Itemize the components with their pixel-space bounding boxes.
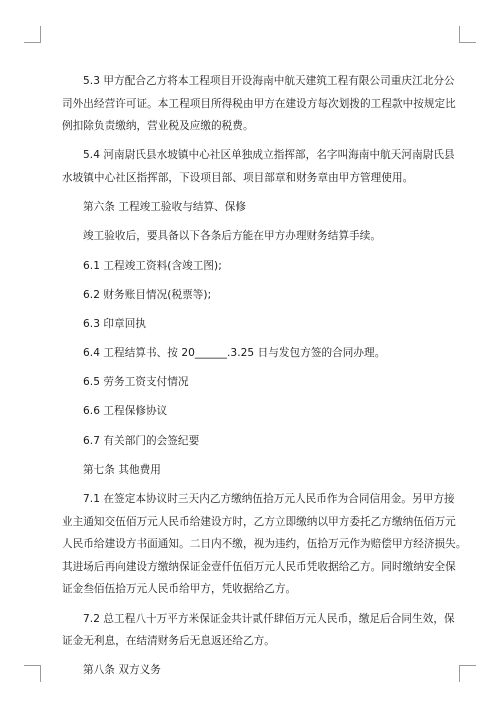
clause-7-1-line-5: 证金叁佰伍拾万元人民币给甲方，凭收据给乙方。 — [62, 583, 297, 596]
crop-mark-top-right — [459, 26, 476, 43]
clause-7-2-line-2: 证金无利息，在结清财务后无息返还给乙方。 — [62, 635, 275, 648]
clause-5-4-line-1: 5.4 河南尉氏县水坡镇中心社区单独成立指挥部，名字叫海南中航天河南尉氏县 — [83, 149, 455, 162]
clause-6-1: 6.1 工程竣工资料(含竣工图); — [83, 259, 222, 272]
clause-7-1-line-1: 7.1 在签定本协议时三天内乙方缴纳伍拾万元人民币作为合同信用金。另甲方接 — [83, 493, 455, 506]
article-6-intro: 竣工验收后，要具备以下各条后方能在甲方办理财务结算手续。 — [83, 230, 382, 243]
clause-7-1-line-3: 人民币给建设方书面通知。二日内不缴，视为违约，伍拾万元作为赔偿甲方经济损失。 — [62, 538, 467, 551]
crop-mark-bottom-left — [24, 665, 41, 682]
clause-6-7: 6.7 有关部门的会签纪要 — [83, 434, 200, 447]
clause-6-3: 6.3 印章回执 — [83, 317, 146, 330]
clause-6-4: 6.4 工程结算书、按 20______.3.25 日与发包方签的合同办理。 — [83, 347, 386, 360]
clause-5-4-line-2: 水坡镇中心社区指挥部，下设项目部、项目部章和财务章由甲方管理使用。 — [62, 171, 414, 184]
article-7-heading: 第七条 其他费用 — [83, 463, 161, 476]
clause-5-3-line-3: 例扣除负责缴纳，营业税及应缴的税费。 — [62, 120, 254, 133]
clause-6-6: 6.6 工程保修协议 — [83, 405, 168, 418]
document-body — [62, 70, 467, 682]
clause-5-3-line-1: 5.3 甲方配合乙方将本工程项目开设海南中航天建筑工程有限公司重庆江北分公 — [83, 75, 455, 87]
clause-6-2: 6.2 财务账目情况(税票等); — [83, 288, 212, 301]
clause-7-2-line-1: 7.2 总工程八十万平方米保证金共计贰仟肆佰万元人民币，缴足后合同生效，保 — [83, 612, 455, 625]
clause-5-3-line-2: 司外出经营许可证。本工程项目所得税由甲方在建设方每次划拨的工程款中按规定比 — [62, 97, 456, 110]
clause-7-1-line-4: 其进场后再向建设方缴纳保证金壹仟伍佰万元人民币凭收据给乙方。同时缴纳安全保 — [62, 560, 456, 573]
article-6-heading: 第六条 工程竣工验收与结算、保修 — [83, 201, 247, 214]
clause-7-1-line-2: 业主通知交伍佰万元人民币给建设方时，乙方立即缴纳以甲方委托乙方缴纳伍佰万元 — [62, 515, 456, 528]
crop-mark-bottom-right — [459, 665, 476, 682]
crop-mark-top-left — [24, 26, 41, 43]
article-8-heading: 第八条 双方义务 — [83, 664, 161, 677]
clause-6-5: 6.5 劳务工资支付情况 — [83, 376, 189, 389]
